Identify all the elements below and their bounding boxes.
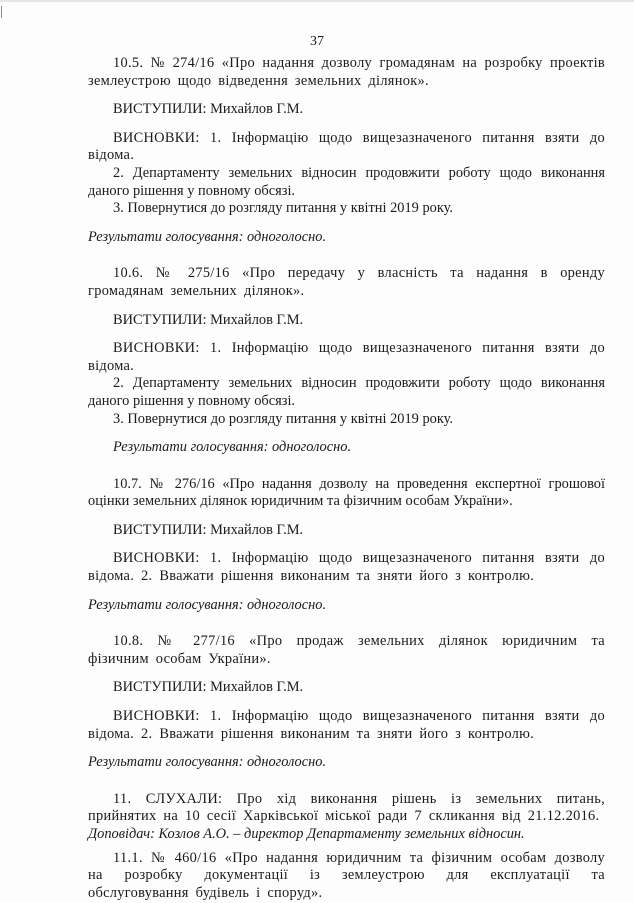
item-spoke-10-8: ВИСТУПИЛИ: Михайлов Г.М. (113, 679, 304, 696)
item-conclusion-10-5-1: ВИСНОВКИ: 1. Інформацію щодо вищезазначеного питання взяти до відома. (88, 129, 605, 164)
section-11-speaker: Доповідач: Козлов А.О. – директор Департаменту земельних відносин. (88, 826, 525, 842)
item-conclusion-10-5-3: 3. Повернутися до розгляду питання у квітні 2019 року. (113, 200, 453, 217)
scan-top-edge (0, 0, 634, 2)
item-spoke-10-7: ВИСТУПИЛИ: Михайлов Г.М. (113, 521, 304, 538)
section-11-heard: 11. СЛУХАЛИ: Про хід виконання рішень із земельних питань, прийнятих на 10 сесії Харківської міської ради 7 скликання від 21.12.2016. (88, 790, 605, 825)
item-conclusion-10-6-2: 2. Департаменту земельних відносин продовжити роботу щодо виконання даного рішення у повному обсязі. (88, 375, 605, 409)
item-title-10-7: 10.7. № 276/16 «Про надання дозволу на проведення експертної грошової оцінки земельних ділянок юридичним та фізичним особам України». (88, 475, 605, 510)
item-conclusion-10-7: ВИСНОВКИ: 1. Інформацію щодо вищезазначеного питання взяти до відома. 2. Вважати рішення виконаним та зняти його з контролю. (88, 550, 605, 585)
item-conclusion-10-6-3: 3. Повернутися до розгляду питання у квітні 2019 року. (113, 410, 453, 427)
page-number: 37 (310, 34, 324, 49)
item-conclusion-10-8: ВИСНОВКИ: 1. Інформацію щодо вищезазначеного питання взяти до відома. 2. Вважати рішення виконаним та зняти його з контролю. (88, 708, 605, 742)
item-spoke-10-6: ВИСТУПИЛИ: Михайлов Г.М. (113, 311, 304, 328)
item-conclusion-10-6-1: ВИСНОВКИ: 1. Інформацію щодо вищезазначеного питання взяти до відома. (88, 340, 605, 374)
item-votes-10-5: Результати голосування: одноголосно. (88, 228, 327, 245)
item-title-10-5: 10.5. № 274/16 «Про надання дозволу громадянам на розробку проектів землеустрою щодо відведення земельних ділянок». (88, 55, 605, 89)
document-body (88, 55, 605, 902)
scan-left-mark (1, 6, 2, 18)
item-title-10-6: 10.6. № 275/16 «Про передачу у власність та надання в оренду громадянам земельних ділянок». (88, 265, 605, 299)
item-votes-10-7: Результати голосування: одноголосно. (88, 596, 327, 613)
item-conclusion-10-5-2: 2. Департаменту земельних відносин продовжити роботу щодо виконання даного рішення у повному обсязі. (88, 164, 605, 199)
item-votes-10-8: Результати голосування: одноголосно. (88, 754, 327, 771)
item-title-10-8: 10.8. № 277/16 «Про продаж земельних ділянок юридичним та фізичним особам України». (88, 633, 605, 667)
item-votes-10-6: Результати голосування: одноголосно. (113, 439, 352, 456)
item-spoke-10-5: ВИСТУПИЛИ: Михайлов Г.М. (113, 101, 304, 118)
item-title-11-1: 11.1. № 460/16 «Про надання юридичним та фізичним особам дозволу на розробку документації із землеустрою для експлуатації та обслуговування будівель і споруд». (88, 849, 605, 901)
